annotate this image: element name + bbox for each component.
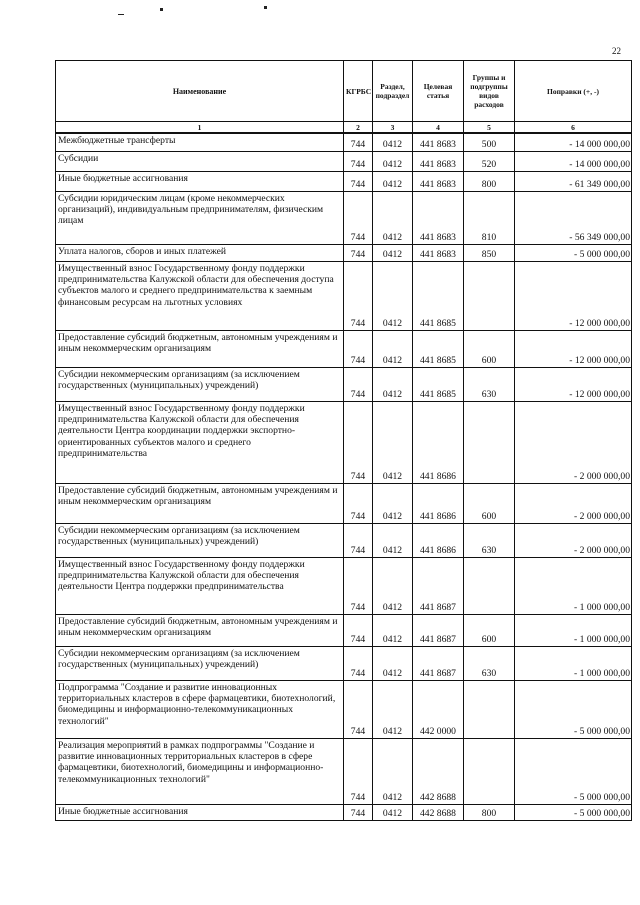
table-cell-amount: - 14 000 000,00: [515, 151, 632, 171]
table-cell-target: 441 8683: [413, 133, 464, 151]
table-cell-ktrbs: 744: [344, 133, 373, 151]
table-cell-target: 442 8688: [413, 804, 464, 820]
table-cell-section: 0412: [373, 261, 413, 330]
table-cell-amount: - 5 000 000,00: [515, 738, 632, 804]
table-cell-name: Предоставление субсидий бюджетным, автономным учреждениям и иным некоммерческим организациям: [56, 330, 344, 367]
table-cell-ktrbs: 744: [344, 261, 373, 330]
table-cell-ktrbs: 744: [344, 646, 373, 680]
table-cell-group: [464, 738, 515, 804]
table-cell-group: 800: [464, 171, 515, 191]
table-cell-name: Реализация мероприятий в рамках подпрограммы "Создание и развитие инновационных территориальных кластеров в сфере фармацевтики, биотехнологий, биомедицины и информационно-телекоммуникационных технологий": [56, 738, 344, 804]
header-row: [56, 61, 632, 122]
table-row: [56, 171, 632, 191]
table-cell-ktrbs: 744: [344, 367, 373, 401]
table-cell-group: 630: [464, 523, 515, 557]
table-cell-section: 0412: [373, 557, 413, 614]
table-cell-target: 441 8686: [413, 523, 464, 557]
table-cell-name: Уплата налогов, сборов и иных платежей: [56, 244, 344, 261]
table-cell-amount: - 5 000 000,00: [515, 680, 632, 738]
table-row: [56, 367, 632, 401]
table-cell-section: 0412: [373, 151, 413, 171]
table-cell-name: Иные бюджетные ассигнования: [56, 804, 344, 820]
table-cell-amount: - 1 000 000,00: [515, 614, 632, 646]
table-cell-name: Подпрограмма "Создание и развитие инновационных территориальных кластеров в сфере фармацевтики, биотехнологий, биомедицины и информационно-телекоммуникационных технологий": [56, 680, 344, 738]
table-cell-section: 0412: [373, 367, 413, 401]
table-cell-section: 0412: [373, 680, 413, 738]
table-cell-section: 0412: [373, 330, 413, 367]
table-cell-target: 441 8683: [413, 191, 464, 244]
scan-speck: [118, 14, 124, 15]
table-cell-group: 850: [464, 244, 515, 261]
table-cell-amount: - 12 000 000,00: [515, 330, 632, 367]
table-cell-group: 600: [464, 330, 515, 367]
table-cell-amount: - 61 349 000,00: [515, 171, 632, 191]
column-number: 1: [56, 122, 344, 134]
column-number: 2: [344, 122, 373, 134]
column-number: 3: [373, 122, 413, 134]
table-cell-amount: - 12 000 000,00: [515, 261, 632, 330]
table-cell-ktrbs: 744: [344, 557, 373, 614]
table-cell-target: 442 0000: [413, 680, 464, 738]
table-cell-name: Имущественный взнос Государственному фонду поддержки предпринимательства Калужской области для обеспечения деятельности Центра поддержки предпринимательства: [56, 557, 344, 614]
table-row: [56, 614, 632, 646]
table-cell-section: 0412: [373, 171, 413, 191]
table-cell-group: 600: [464, 483, 515, 523]
table-cell-name: Предоставление субсидий бюджетным, автономным учреждениям и иным некоммерческим организациям: [56, 614, 344, 646]
table-row: [56, 646, 632, 680]
table-cell-ktrbs: 744: [344, 523, 373, 557]
table-cell-target: 441 8683: [413, 171, 464, 191]
table-row: [56, 557, 632, 614]
table-cell-target: 441 8683: [413, 151, 464, 171]
table-cell-name: Предоставление субсидий бюджетным, автономным учреждениям и иным некоммерческим организациям: [56, 483, 344, 523]
table-row: [56, 244, 632, 261]
header-name: Наименование: [56, 61, 344, 122]
table-cell-amount: - 2 000 000,00: [515, 401, 632, 483]
table-cell-name: Субсидии некоммерческим организациям (за исключением государственных (муниципальных) учреждений): [56, 646, 344, 680]
table-cell-ktrbs: 744: [344, 804, 373, 820]
table-cell-name: Межбюджетные трансферты: [56, 133, 344, 151]
table-cell-name: Субсидии некоммерческим организациям (за исключением государственных (муниципальных) учреждений): [56, 523, 344, 557]
table-row: [56, 191, 632, 244]
table-cell-name: Имущественный взнос Государственному фонду поддержки предпринимательства Калужской области для обеспечения деятельности Центра координации поддержки экспортно-ориентированных субъектов малого и среднего предпринимательства: [56, 401, 344, 483]
budget-amendments-table: [55, 60, 632, 821]
table-cell-amount: - 2 000 000,00: [515, 483, 632, 523]
table-cell-amount: - 1 000 000,00: [515, 557, 632, 614]
table-body: [56, 133, 632, 820]
table-cell-group: 520: [464, 151, 515, 171]
table-cell-section: 0412: [373, 191, 413, 244]
table-row: [56, 680, 632, 738]
table-cell-ktrbs: 744: [344, 483, 373, 523]
table-cell-amount: - 1 000 000,00: [515, 646, 632, 680]
table-cell-target: 441 8683: [413, 244, 464, 261]
header-target: Целевая статья: [413, 61, 464, 122]
table-cell-ktrbs: 744: [344, 401, 373, 483]
table-cell-group: 630: [464, 367, 515, 401]
table-cell-target: 442 8688: [413, 738, 464, 804]
table-row: [56, 738, 632, 804]
table-cell-section: 0412: [373, 133, 413, 151]
table-cell-section: 0412: [373, 614, 413, 646]
table-cell-ktrbs: 744: [344, 738, 373, 804]
column-number: 5: [464, 122, 515, 134]
table-cell-group: 810: [464, 191, 515, 244]
table-cell-group: [464, 557, 515, 614]
column-number: 4: [413, 122, 464, 134]
scan-speck: [264, 6, 267, 9]
table-row: [56, 133, 632, 151]
table-cell-group: 500: [464, 133, 515, 151]
table-cell-group: [464, 401, 515, 483]
table-cell-target: 441 8686: [413, 401, 464, 483]
table-cell-target: 441 8687: [413, 646, 464, 680]
table-cell-amount: - 12 000 000,00: [515, 367, 632, 401]
table-cell-target: 441 8686: [413, 483, 464, 523]
table-cell-name: Субсидии: [56, 151, 344, 171]
table-cell-target: 441 8687: [413, 557, 464, 614]
table-row: [56, 401, 632, 483]
table-cell-group: 800: [464, 804, 515, 820]
table-cell-amount: - 14 000 000,00: [515, 133, 632, 151]
table-cell-target: 441 8685: [413, 261, 464, 330]
table-row: [56, 151, 632, 171]
table-cell-group: [464, 680, 515, 738]
table-cell-amount: - 5 000 000,00: [515, 804, 632, 820]
table-cell-name: Имущественный взнос Государственному фонду поддержки предпринимательства Калужской области для обеспечения доступа субъектов малого и среднего предпринимательства к заемным финансовым ресурсам на льготных условиях: [56, 261, 344, 330]
scan-speck: [160, 8, 163, 11]
table-cell-amount: - 2 000 000,00: [515, 523, 632, 557]
table-row: [56, 483, 632, 523]
table-row: [56, 330, 632, 367]
header-section: Раздел, подраздел: [373, 61, 413, 122]
page-number: 22: [612, 46, 621, 56]
table-cell-ktrbs: 744: [344, 244, 373, 261]
table-cell-target: 441 8687: [413, 614, 464, 646]
table-cell-amount: - 56 349 000,00: [515, 191, 632, 244]
table-cell-ktrbs: 744: [344, 151, 373, 171]
column-number: 6: [515, 122, 632, 134]
header-ktrbs: КГРБС: [344, 61, 373, 122]
table-cell-name: Иные бюджетные ассигнования: [56, 171, 344, 191]
table-cell-section: 0412: [373, 523, 413, 557]
table-cell-ktrbs: 744: [344, 680, 373, 738]
table-cell-section: 0412: [373, 401, 413, 483]
table-cell-section: 0412: [373, 646, 413, 680]
table-cell-section: 0412: [373, 738, 413, 804]
table-cell-target: 441 8685: [413, 330, 464, 367]
table-cell-group: 630: [464, 646, 515, 680]
header-amendments: Поправки (+, -): [515, 61, 632, 122]
table-cell-ktrbs: 744: [344, 191, 373, 244]
table-cell-section: 0412: [373, 483, 413, 523]
table-row: [56, 261, 632, 330]
table-cell-group: [464, 261, 515, 330]
header-groups: Группы и подгруппы видов расходов: [464, 61, 515, 122]
table-cell-name: Субсидии некоммерческим организациям (за исключением государственных (муниципальных) учреждений): [56, 367, 344, 401]
table-cell-amount: - 5 000 000,00: [515, 244, 632, 261]
table-cell-section: 0412: [373, 804, 413, 820]
table-row: [56, 804, 632, 820]
table-cell-ktrbs: 744: [344, 171, 373, 191]
table-cell-name: Субсидии юридическим лицам (кроме некоммерческих организаций), индивидуальным предпринимателям, физическим лицам: [56, 191, 344, 244]
table-cell-group: 600: [464, 614, 515, 646]
table-cell-target: 441 8685: [413, 367, 464, 401]
column-number-row: [56, 122, 632, 134]
table-row: [56, 523, 632, 557]
table-cell-ktrbs: 744: [344, 614, 373, 646]
table-cell-section: 0412: [373, 244, 413, 261]
table-cell-ktrbs: 744: [344, 330, 373, 367]
